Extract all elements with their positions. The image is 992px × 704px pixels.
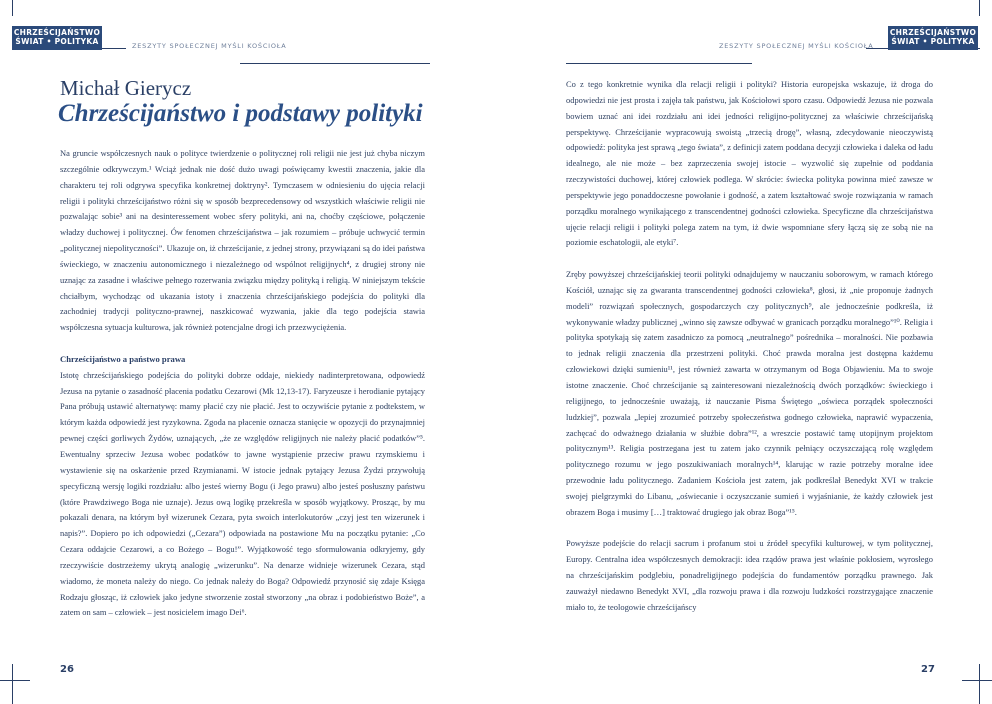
running-title: ZESZYTY SPOŁECZNEJ MYŚLI KOŚCIOŁA [719, 42, 874, 50]
body-paragraph: Istotę chrześcijańskiego podejścia do polityki dobrze oddaje, niekiedy nadinterpretowana, odpowiedź Jezusa na pytanie o zasadność płacenia podatku Cezarowi (Mk 12,13-17). Faryzeusze i herodianie pytający Pana próbują ustawić alternatywę: mamy płacić czy nie płacić. Jest to oczywiście pytanie z podtekstem, w którym każda odpowiedź jest ryzykowna. Zgoda na płacenie oznacza stanięcie w opozycji do przynajmniej pewnej części gorliwych Żydów, uznających, „że ze względów religijnych nie należy płacić podatków”⁵. Ewentualny sprzeciw Jezusa wobec podatków to jawne wystąpienie przeciw prawu rzymskiemu i wystawienie się na oskarżenie przed Rzymianami. W istocie jednak pytający Jezusa Żydzi przywołują specyficzną wersję logiki rozdziału: albo jesteś wierny Bogu (i Jego prawu) albo jesteś posłuszny państwu (które Prawdziwego Boga nie uznaje). Jezus ową logikę przekreśla w sposób wyjątkowy. Prosząc, by mu pokazali denara, na którym był wizerunek Cezara, pyta swoich interlokutorów „czyj jest ten wizerunek i napis?”. Dopiero po ich odpowiedzi („Cezara”) odpowiada na postawione Mu na początku pytanie: „Co Cezara oddajcie Cezarowi, a co Bożego – Bogu!”. Wyjątkowość tego sformułowania odkryjemy, gdy rzeczywiście dostrzeżemy ukrytą analogię „wizerunku”. Na denarze widnieje wizerunek Cezara, stąd wiadomo, że moneta należy do niego. Co jednak należy do Boga? Odpowiedź przynosić się zdaje Księga Rodzaju głosząc, iż człowiek jako jedyne stworzenie został stworzony „na obraz i podobieństwo Boże”, a zatem on sam – człowiek – jest nosicielem imago Dei⁶. [60, 369, 425, 618]
crop-line [979, 664, 980, 704]
section-heading: Chrześcijaństwo a państwo prawa [60, 353, 186, 364]
badge-line: ŚWIAT • POLITYKA [891, 37, 975, 46]
body-paragraph: Co z tego konkretnie wynika dla relacji religii i polityki? Historia europejska wskazuje, iż droga do odpowiedzi nie jest prosta i zajęła tak państwu, jak Kościołowi sporo czasu. Odpowiedź Jezusa nie pozwala bowiem uznać ani idei rozdziału ani idei jedności religijno-politycznej za właściwie chrześcijańską perspektywę. Chrześcijanie wypracowują swoistą „trzecią drogę”, własną, zdecydowanie nieoczywistą odpowiedź: polityka jest sprawą „tego świata”, z definicji zatem poddana decyzji człowieka i daleka od ładu idealnego, ale nie może – bez zaprzeczenia swojej istocie – wyzwolić się zupełnie od poddania rzeczywistości duchowej, której człowiek podlega. W skrócie: świecka polityka powinna mieć zawsze w perspektywie jego ponaddoczesne powołanie i godność, a zatem kształtować swoje rozwiązania w ramach porządku moralnego wynikającego z transcendentnej godności człowieka. Specyficzne dla chrześcijaństwa ujęcie relacji religii i polityki polega zatem na tym, iż dwie wspomniane sfery łączą się ze sobą nie na poziomie eschatologii, ale etyki⁷. [566, 79, 933, 248]
crop-line [12, 664, 13, 704]
left-text-column [60, 146, 425, 621]
footer-rule [962, 680, 992, 681]
footer-rule [0, 680, 30, 681]
crop-line [979, 0, 980, 16]
author-name: Michał Gierycz [60, 76, 192, 100]
badge-line: CHRZEŚCIJAŃSTWO [889, 28, 977, 37]
series-badge [888, 26, 978, 50]
badge-line: CHRZEŚCIJAŃSTWO [13, 28, 101, 37]
crop-line [12, 0, 13, 16]
article-title: Chrześcijaństwo i podstawy polityki [58, 100, 423, 127]
running-title: ZESZYTY SPOŁECZNEJ MYŚLI KOŚCIOŁA [132, 42, 287, 50]
intro-paragraph: Na gruncie współczesnych nauk o polityce twierdzenie o politycznej roli religii nie jest już chyba niczym szczególnie odkrywczym.¹ Wciąż jednak nie dość dużo uwagi poświęcamy kwestii znaczenia, jakie dla charakteru tej roli odgrywa specyfika konkretnej doktryny². Tymczasem w odniesieniu do ujęcia relacji religii i polityki chrześcijaństwo różni się w sposób bezprecedensowy od wszystkich właściwie religii nie pozwalając sobie³ ani na desinteressement wobec sfery polityki, ani na, choćby częściowe, połączenie władzy duchowej i politycznej. Ów fenomen chrześcijaństwa – jak rozumiem – próbuje uchwycić termin „politycznej niepolityczności”. Ukazuje on, iż chrześcijanie, z jednej strony, przywiązani są do idei państwa świeckiego, w znaczeniu autonomicznego i niezależnego od wspólnot religijnych⁴, z drugiej strony nie uznając za zasadne i właściwe pełnego rozerwania związku między polityką i religią. W niniejszym tekście chciałbym, wychodząc od ukazania istoty i znaczenia chrześcijańskiego podejścia do polityki dla zachodniej tradycji polityczno-prawnej, naszkicować wyzwania, jakie dla tego podejścia stawia współczesna sytuacja kulturowa, jak również potencjalne drogi ich przezwyciężenia. [60, 148, 425, 333]
body-paragraph: Zręby powyższej chrześcijańskiej teorii polityki odnajdujemy w nauczaniu soborowym, w ramach którego Kościół, uznając się za gwaranta transcendentnej godności człowieka⁸, głosi, iż „nie proponuje żadnych modeli” rozwiązań społecznych, gospodarczych czy politycznych⁹, ale jednocześnie podkreśla, iż wykonywanie władzy publicznej „winno się zawsze odbywać w granicach porządku moralnego”¹⁰. Religia i polityka spotykają się zatem zasadniczo za pomocą „neutralnego” pośrednika – moralności. Nie pozbawia to jednak religii znaczenia dla przestrzeni polityki. Choć prawda moralna jest dostępna każdemu człowiekowi dzięki sumieniu¹¹, jest również zawarta w otrzymanym od Boga Objawieniu. Ma to swoje istotne znaczenie. Choć chrześcijanie są zainteresowani niezależnością dwóch porządków: świeckiego i religijnego, to jednocześnie uważają, iż nauczanie Pisma Świętego „oświeca porządek społeczności ludzkiej”, pozwala „lepiej zrozumieć potrzeby społeczeństwa godnego człowieka, naprawić wypaczenia, zachęcać do odważnego działania w służbie dobra”¹², a wreszcie postawić tamę utopijnym projektom politycznym¹³. Religia postrzegana jest tu zatem jako czynnik pełniący oczyszczającą rolę względem politycznego rozumu w jego poszukiwaniach moralnych¹⁴, klarując w razie potrzeby moralne idee przewodnie ładu politycznego. Zadaniem Kościoła jest zatem, jak podkreślał Benedykt XVI w trakcie swojej pielgrzymki do Libanu, „oświecanie i oczyszczanie sumień i wyjaśnianie, że każdy człowiek jest obrazem Boga i musimy […] traktować drugiego jak obraz Boga”¹⁵. [566, 269, 933, 517]
header-rule [566, 63, 752, 64]
right-text-column [566, 77, 933, 616]
page-number: 27 [921, 664, 935, 675]
badge-line: ŚWIAT • POLITYKA [15, 37, 99, 46]
header-rule [240, 63, 430, 64]
page-number: 26 [60, 664, 74, 675]
body-paragraph: Powyższe podejście do relacji sacrum i profanum stoi u źródeł specyfiki kulturowej, w tym politycznej, Europy. Centralna idea współczesnych demokracji: idea rządów prawa jest właśnie pokłosiem, wyrosłego na chrześcijańskim podglebiu, ponadreligijnego podejścia do fundamentów porządku prawnego. Jak zauważył niedawno Benedykt XVI, „dla rozwoju prawa i dla rozwoju ludzkości rozstrzygające znaczenie miało to, że teologowie chrześcijańscy [566, 538, 933, 612]
series-badge [12, 26, 102, 50]
